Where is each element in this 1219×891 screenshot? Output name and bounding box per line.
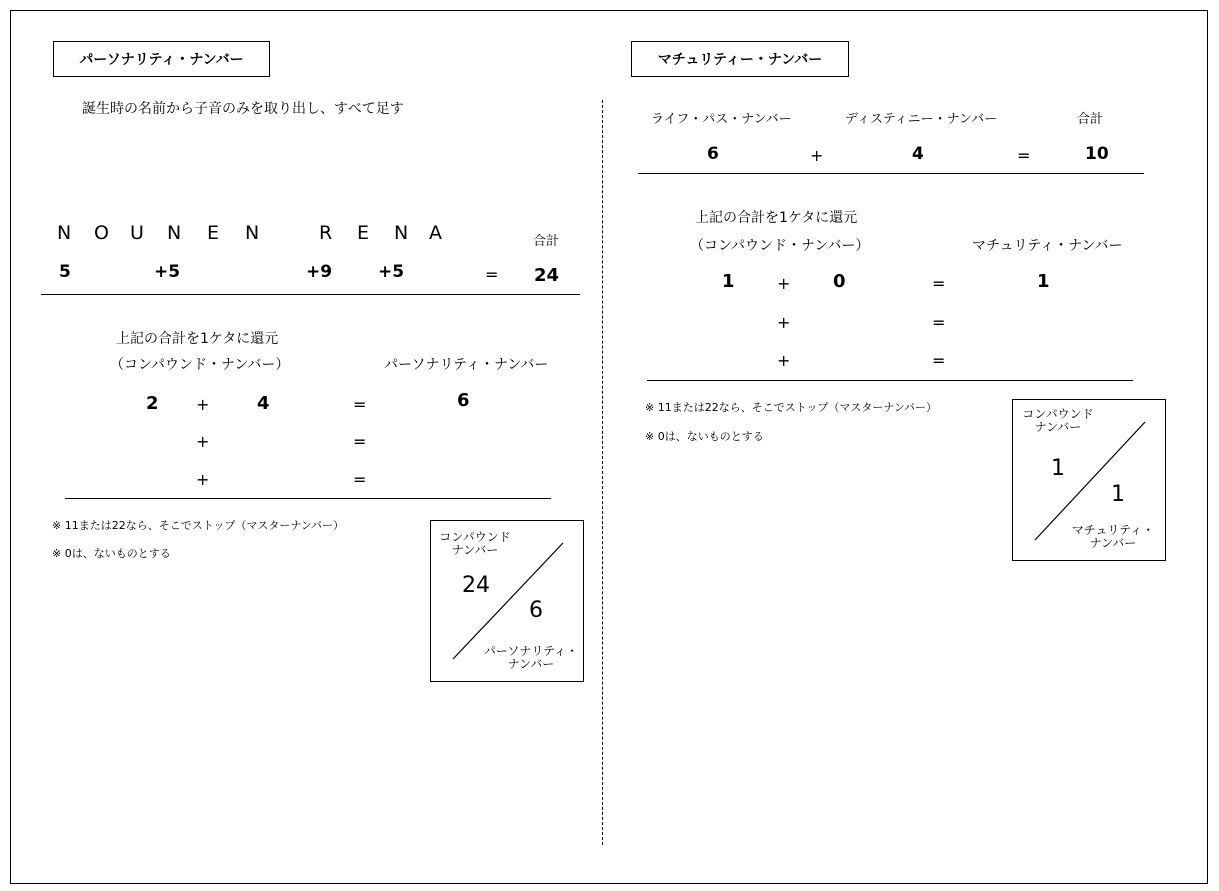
letter-value: +9 bbox=[306, 262, 333, 282]
sum-total: 10 bbox=[1085, 144, 1109, 164]
row-a: 2 bbox=[146, 393, 159, 414]
letter-value: +5 bbox=[154, 262, 181, 282]
life-path-value: 6 bbox=[707, 144, 719, 164]
personality-title: パーソナリティ・ナンバー bbox=[53, 41, 270, 77]
note-zero: ※ 0は、ないものとする bbox=[645, 430, 764, 443]
note-master-number: ※ 11または22なら、そこでストップ（マスターナンバー） bbox=[645, 401, 938, 414]
row-result: 1 bbox=[1037, 271, 1050, 292]
destiny-label: ディスティニー・ナンバー bbox=[845, 112, 998, 127]
maturity-title: マチュリティー・ナンバー bbox=[631, 41, 849, 77]
divider bbox=[41, 294, 580, 295]
result-label-1: マチュリティ・ bbox=[1071, 523, 1155, 537]
equals-sign: = bbox=[1017, 146, 1031, 165]
result-value: 1 bbox=[1111, 482, 1125, 507]
destiny-value: 4 bbox=[912, 144, 924, 164]
letter: E bbox=[207, 222, 220, 244]
row-eq: = bbox=[932, 351, 946, 370]
total-label: 合計 bbox=[533, 234, 560, 249]
compound-label-1: コンパウンド bbox=[1022, 407, 1094, 421]
reduce-heading: 上記の合計を1ケタに還元 bbox=[695, 210, 858, 226]
row-b: 4 bbox=[257, 393, 270, 414]
reduce-heading: 上記の合計を1ケタに還元 bbox=[116, 331, 279, 347]
row-op: + bbox=[777, 313, 791, 332]
note-master-number: ※ 11または22なら、そこでストップ（マスターナンバー） bbox=[52, 519, 345, 532]
compound-label: （コンパウンド・ナンバー） bbox=[690, 238, 870, 254]
divider bbox=[638, 173, 1144, 174]
maturity-result-label: マチュリティ・ナンバー bbox=[972, 238, 1123, 254]
personality-result-label: パーソナリティ・ナンバー bbox=[384, 357, 549, 373]
letter: E bbox=[357, 222, 370, 244]
letter: N bbox=[245, 222, 260, 244]
letter: R bbox=[319, 222, 333, 244]
note-zero: ※ 0は、ないものとする bbox=[52, 547, 171, 560]
letter: A bbox=[429, 222, 442, 244]
letter: O bbox=[94, 222, 109, 244]
total-label: 合計 bbox=[1077, 112, 1104, 127]
personality-number-box bbox=[430, 520, 584, 682]
row-eq: = bbox=[932, 313, 946, 332]
divider bbox=[647, 380, 1133, 381]
row-op: + bbox=[777, 351, 791, 370]
name-total: 24 bbox=[534, 265, 560, 286]
compound-label-2: ナンバー bbox=[451, 543, 499, 557]
column-divider bbox=[602, 100, 603, 845]
row-op: + bbox=[196, 395, 210, 414]
row-result: 6 bbox=[457, 390, 470, 411]
row-eq: = bbox=[353, 432, 367, 451]
row-b: 0 bbox=[833, 271, 846, 292]
compound-label-1: コンパウンド bbox=[439, 530, 511, 544]
result-label-2: ナンバー bbox=[507, 657, 555, 671]
row-eq: = bbox=[353, 395, 367, 414]
result-value: 6 bbox=[529, 598, 543, 623]
result-label-2: ナンバー bbox=[1089, 536, 1137, 550]
row-op: + bbox=[777, 274, 791, 293]
compound-label-2: ナンバー bbox=[1034, 420, 1082, 434]
personality-instruction: 誕生時の名前から子音のみを取り出し、すべて足す bbox=[82, 101, 404, 117]
row-op: + bbox=[196, 470, 210, 489]
compound-value: 24 bbox=[462, 573, 490, 598]
compound-label: （コンパウンド・ナンバー） bbox=[110, 357, 290, 373]
letter: N bbox=[394, 222, 409, 244]
row-op: + bbox=[196, 432, 210, 451]
row-eq: = bbox=[932, 274, 946, 293]
letter: N bbox=[167, 222, 182, 244]
row-a: 1 bbox=[722, 271, 735, 292]
maturity-number-box bbox=[1012, 399, 1166, 561]
divider bbox=[65, 498, 551, 499]
equals-sign: = bbox=[485, 265, 499, 284]
row-eq: = bbox=[353, 470, 367, 489]
letter-value: +5 bbox=[378, 262, 405, 282]
result-label-1: パーソナリティ・ bbox=[483, 644, 579, 658]
plus-sign: + bbox=[810, 146, 824, 165]
compound-value: 1 bbox=[1051, 456, 1065, 481]
letter: U bbox=[130, 222, 144, 244]
letter: N bbox=[57, 222, 72, 244]
letter-value: 5 bbox=[59, 262, 71, 282]
life-path-label: ライフ・パス・ナンバー bbox=[651, 112, 792, 127]
